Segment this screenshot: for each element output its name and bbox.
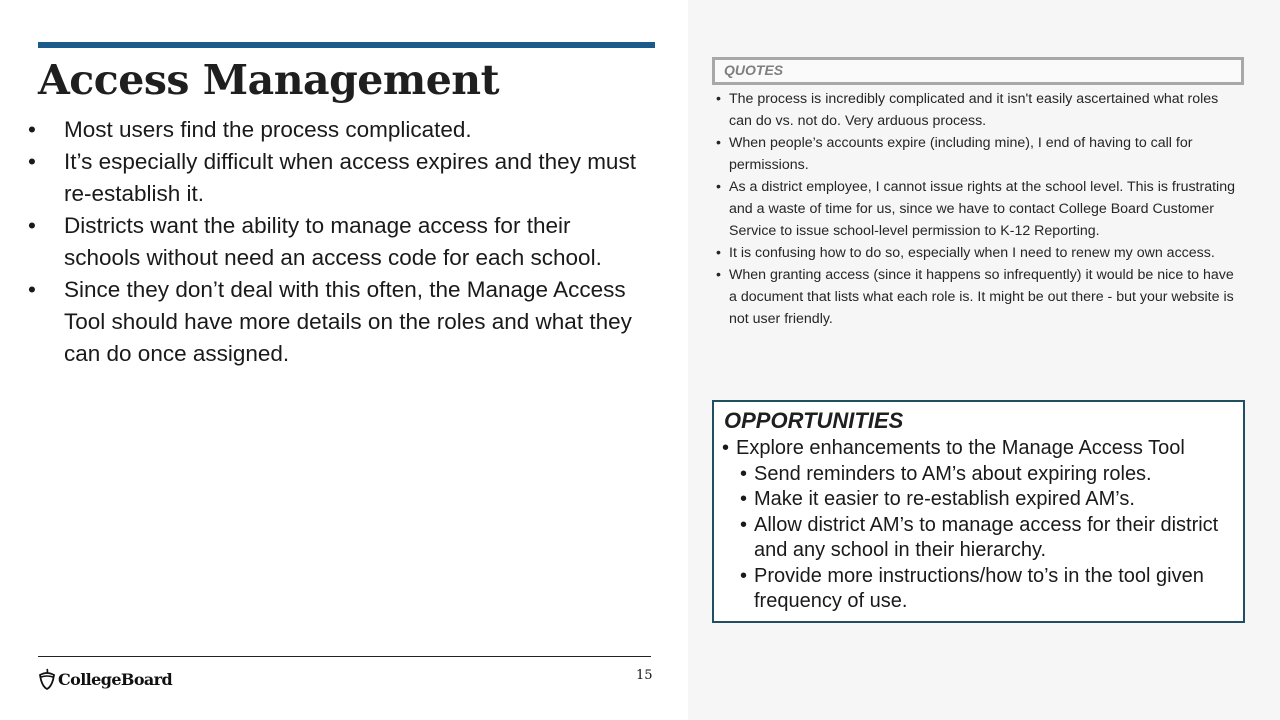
bullet-item: • It’s especially difficult when access expires and they must re-establish it.	[28, 149, 636, 206]
opportunity-text: Provide more instructions/how to’s in the tool given frequency of use.	[754, 564, 1204, 612]
page-number: 15	[636, 668, 653, 683]
bullet-text: Since they don’t deal with this often, the Manage Access Tool should have more details on the roles and what they can do once assigned.	[64, 277, 632, 366]
slide-title: Access Management	[38, 56, 500, 104]
bullet-item: • Most users find the process complicated.	[28, 117, 472, 142]
quote-item: • When people’s accounts expire (including mine), I end of having to call for permissions.	[716, 135, 1193, 173]
bullet-text: Most users find the process complicated.	[64, 117, 472, 142]
bullet-item: • Districts want the ability to manage access for their schools without need an access code for each school.	[28, 213, 602, 270]
quote-text: It is confusing how to do so, especially when I need to renew my own access.	[729, 245, 1215, 261]
bullet-item: • Since they don’t deal with this often, the Manage Access Tool should have more details on the roles and what they can do once assigned.	[28, 277, 632, 366]
quote-item: • As a district employee, I cannot issue rights at the school level. This is frustrating and a waste of time for us, since we have to contact College Board Customer Service to issue school-level permission to K-12 Reporting.	[716, 179, 1235, 239]
quote-text: As a district employee, I cannot issue rights at the school level. This is frustrating and a waste of time for us, since we have to contact College Board Customer Service to issue school-level permission to K-12 Reporting.	[729, 179, 1235, 239]
footer-divider	[38, 656, 651, 657]
logo-text: CollegeBoard	[58, 669, 173, 689]
quotes-list	[716, 88, 1240, 330]
opportunity-sub-item: • Send reminders to AM’s about expiring roles.	[740, 462, 1152, 485]
opportunities-title: OPPORTUNITIES	[724, 408, 904, 433]
main-bullet-list	[24, 114, 644, 370]
bullet-text: Districts want the ability to manage access for their schools without need an access code for each school.	[64, 213, 602, 270]
opportunity-sub-item: • Provide more instructions/how to’s in the tool given frequency of use.	[740, 564, 1204, 612]
opportunity-text: Explore enhancements to the Manage Access Tool	[736, 437, 1185, 459]
opportunity-text: Send reminders to AM’s about expiring roles.	[754, 462, 1152, 485]
opportunities-box	[712, 400, 1245, 623]
opportunity-text: Make it easier to re-establish expired AM’s.	[754, 488, 1135, 510]
opportunity-sub-item: • Make it easier to re-establish expired AM’s.	[740, 488, 1135, 510]
acorn-icon	[38, 668, 56, 690]
opportunities-list	[722, 436, 1232, 615]
quotes-header-box	[712, 57, 1244, 85]
opportunity-text: Allow district AM’s to manage access for their district and any school in their hierarchy.	[754, 513, 1219, 561]
quote-text: The process is incredibly complicated and it isn't easily ascertained what roles can do vs. not do. Very arduous process.	[729, 91, 1219, 129]
title-accent-bar	[38, 42, 655, 48]
quote-item: • It is confusing how to do so, especially when I need to renew my own access.	[716, 245, 1215, 261]
quote-item: • When granting access (since it happens so infrequently) it would be nice to have a document that lists what each role is. It might be out there - but your website is not user friendly.	[716, 267, 1234, 327]
quote-text: When people’s accounts expire (including mine), I end of having to call for permissions.	[729, 135, 1193, 173]
collegeboard-logo	[38, 668, 172, 690]
quote-item: • The process is incredibly complicated and it isn't easily ascertained what roles can do vs. not do. Very arduous process.	[716, 91, 1219, 129]
opportunity-main: • Explore enhancements to the Manage Access Tool	[722, 437, 1185, 459]
opportunity-sub-item: • Allow district AM’s to manage access for their district and any school in their hierarchy.	[740, 513, 1219, 561]
bullet-text: It’s especially difficult when access expires and they must re-establish it.	[64, 149, 636, 206]
quotes-header: QUOTES	[724, 62, 784, 78]
quote-text: When granting access (since it happens so infrequently) it would be nice to have a document that lists what each role is. It might be out there - but your website is not user friendly.	[729, 267, 1234, 327]
